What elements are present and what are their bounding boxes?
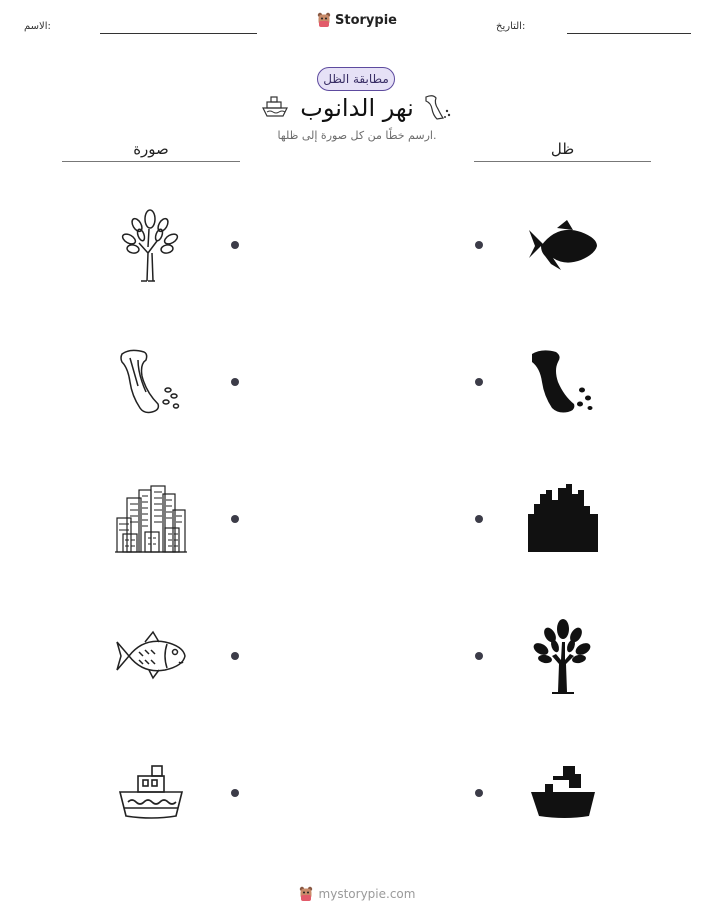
activity-badge: مطابقة الظل — [317, 67, 395, 91]
bear-footer-icon — [299, 886, 313, 902]
picture-dot-3[interactable] — [231, 515, 239, 523]
picture-dot-5[interactable] — [231, 789, 239, 797]
tree-icon — [119, 207, 183, 283]
brand-name: Storypie — [335, 12, 397, 28]
brand-logo — [0, 12, 714, 28]
tree-shadow-icon — [532, 618, 592, 694]
picture-dot-2[interactable] — [231, 378, 239, 386]
shadow-dot-5[interactable] — [475, 789, 483, 797]
city-shadow-icon — [526, 484, 600, 554]
footer — [0, 886, 714, 902]
shadow-column-rule — [474, 161, 651, 162]
picture-dot-1[interactable] — [231, 241, 239, 249]
bear-logo-icon — [317, 12, 331, 28]
name-line[interactable] — [100, 33, 257, 34]
footer-site-link[interactable]: mystorypie.com — [318, 887, 416, 901]
city-icon — [115, 484, 187, 554]
waterfall-shadow-icon — [530, 348, 594, 414]
fish-icon — [115, 630, 187, 682]
boat-shadow-icon — [529, 764, 597, 822]
shadow-dot-2[interactable] — [475, 378, 483, 386]
shadow-column-header: ظل — [550, 140, 575, 158]
fish-shadow-icon — [527, 220, 599, 272]
date-label: التاريخ: — [496, 21, 526, 32]
shadow-dot-1[interactable] — [475, 241, 483, 249]
waterfall-doodle-icon — [423, 93, 453, 121]
name-label: الاسم: — [24, 21, 51, 32]
date-line[interactable] — [567, 33, 691, 34]
picture-column-header: صورة — [133, 140, 169, 158]
picture-column-rule — [62, 161, 240, 162]
shadow-dot-3[interactable] — [475, 515, 483, 523]
page-title: نهر الدانوب — [300, 94, 414, 122]
picture-dot-4[interactable] — [231, 652, 239, 660]
boat-icon — [116, 764, 186, 822]
shadow-dot-4[interactable] — [475, 652, 483, 660]
instructions: ارسم خطًا من كل صورة إلى ظلها. — [277, 129, 437, 142]
waterfall-icon — [118, 348, 184, 416]
